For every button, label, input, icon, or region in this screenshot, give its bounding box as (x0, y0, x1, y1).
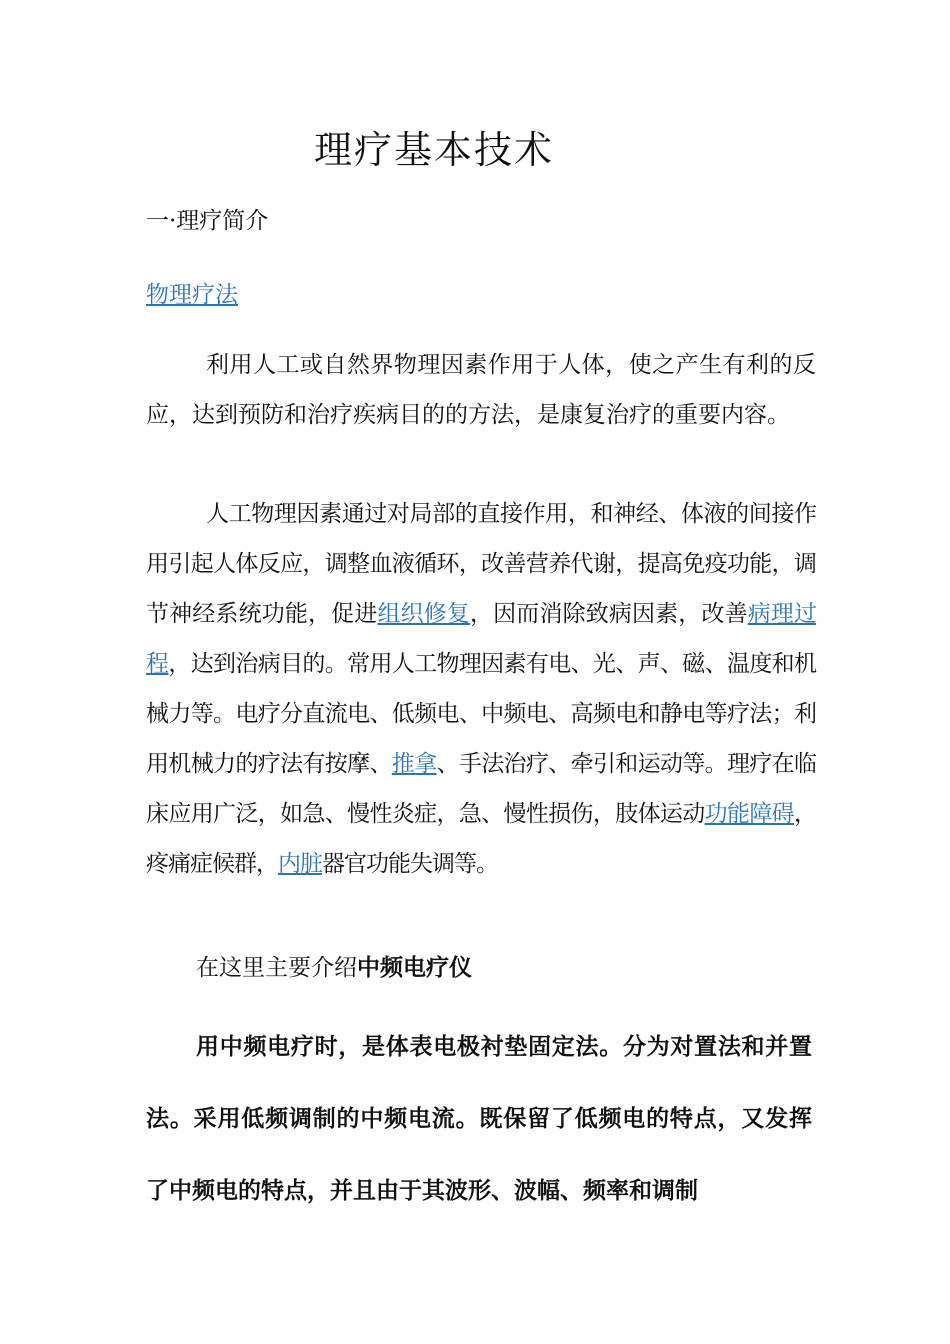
physical-therapy-heading (146, 277, 238, 313)
intro-bold-term: 中频电疗仪 (357, 954, 472, 981)
paragraph-text: 、手法治疗、牵引和运动等。理疗在临床应用广泛，如急、慢性炎症，急、慢性损伤，肢体运动 (146, 751, 817, 827)
paragraph-definition: 利用人工或自然界物理因素作用于人体，使之产生有利的反应，达到预防和治疗疾病目的的方法，是康复治疗的重要内容。 (146, 352, 816, 428)
section-heading: 一·理疗简介 (146, 208, 269, 234)
physical-therapy-link[interactable]: 物理疗法 (146, 282, 238, 308)
document-title: 理疗基本技术 (313, 128, 554, 172)
paragraph-text: ，疼痛症候群， (146, 801, 817, 877)
dysfunction-link[interactable]: 功能障碍 (704, 801, 795, 827)
intro-text: 在这里主要介绍 (196, 955, 357, 981)
paragraph-text: 人工物理因素通过对局部的直接作用，和神经、体液的间接作用引起人体反应，调整血液循环，改善营养代谢，提高免疫功能，调节神经系统功能，促进 (146, 501, 816, 627)
intro-line (196, 950, 472, 986)
paragraph-medium-frequency: 用中频电疗时，是体表电极衬垫固定法。分为对置法和并置法。采用低频调制的中频电流。既保留了低频电的特点，又发挥了中频电的特点，并且由于其波形、波幅、频率和调制 (146, 1033, 812, 1204)
tissue-repair-link[interactable]: 组织修复 (377, 601, 471, 627)
paragraph-mechanism (146, 489, 816, 889)
tuina-link[interactable]: 推拿 (391, 751, 437, 777)
paragraph-text: ，达到治病目的。常用人工物理因素有电、光、声、磁、温度和机械力等。电疗分直流电、低频电、中频电、高频电和静电等疗法；利用机械力的疗法有按摩、 (146, 651, 817, 777)
pathological-process-link[interactable]: 病理过程 (146, 601, 817, 677)
viscera-link[interactable]: 内脏 (278, 851, 322, 877)
paragraph-text: 器官功能失调等。 (322, 851, 498, 877)
paragraph-text: ，因而消除致病因素，改善 (470, 601, 748, 627)
